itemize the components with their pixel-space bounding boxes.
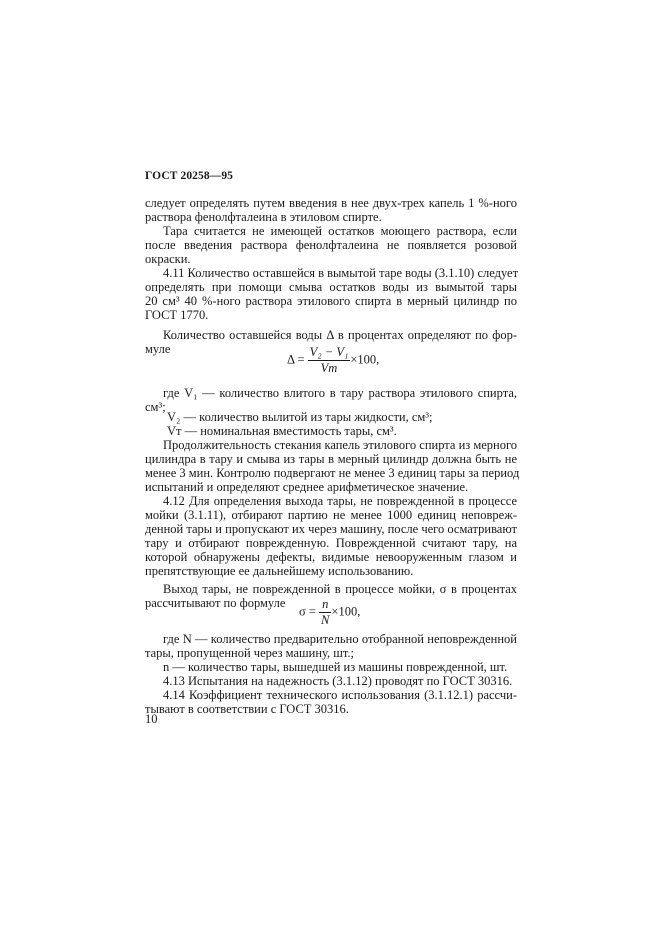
- formula-sigma: [299, 597, 360, 628]
- denominator: Vт: [308, 360, 351, 376]
- text-line: Количество оставшейся воды Δ в процентах определяют по фор-: [163, 328, 517, 342]
- text-line: муле: [145, 342, 171, 356]
- fraction: [308, 345, 351, 376]
- text-line: 20 см³ 40 %-ного раствора этилового спирта в мерный цилиндр по: [145, 294, 517, 308]
- text-line: мойки (3.1.11), отбирают партию не менее 1000 единиц неповреж-: [145, 508, 517, 522]
- text-line: Vт — номинальная вместимость тары, см³.: [167, 424, 397, 438]
- text-line: препятствующие ее дальнейшему использованию.: [145, 564, 414, 578]
- text-line: рассчитывают по формуле: [145, 596, 286, 610]
- text-line: 4.14 Коэффициент технического использования (3.1.12.1) рассчи-: [163, 688, 517, 702]
- page-number: 10: [145, 712, 158, 726]
- text-line: тару и отбирают поврежденную. Поврежденной считают тару, на: [145, 536, 517, 550]
- text-line: испытаний и определяют среднее арифметическое значение.: [145, 480, 469, 494]
- text-line: окраски.: [145, 252, 191, 266]
- text-line: см³;: [145, 400, 166, 414]
- text-line: менее 3 мин. Контролю подвергают не менее 3 единиц тары за период: [145, 466, 520, 480]
- text-line: Выход тары, не поврежденной в процессе мойки, σ в процентах: [163, 582, 517, 596]
- text-line: тары, пропущенной через машину, шт.;: [145, 646, 355, 660]
- fraction: [319, 597, 331, 628]
- text-line: денной тары и пропускают их через машину, после чего осматривают: [145, 522, 517, 536]
- formula-lhs: σ =: [299, 604, 316, 619]
- text-line: 4.12 Для определения выхода тары, не поврежденной в процессе: [163, 494, 517, 508]
- numerator: n: [322, 597, 329, 611]
- text-line: 4.11 Количество оставшейся в вымытой таре воды (3.1.10) следует: [163, 266, 519, 280]
- text-line: цилиндра в тару и смыва из тары в мерный цилиндр должна быть не: [145, 452, 517, 466]
- text-line: следует определять путем введения в нее двух-трех капель 1 %-ного: [145, 196, 517, 210]
- formula-lhs: Δ =: [287, 352, 305, 367]
- numerator: V₂ − V₁: [309, 345, 349, 359]
- text-line: 4.13 Испытания на надежность (3.1.12) проводят по ГОСТ 30316.: [163, 674, 513, 688]
- text-line: где N — количество предварительно отобранной неповрежденной: [163, 632, 517, 646]
- text-line: V₂ — количество вылитой из тары жидкости, см³;: [167, 410, 433, 424]
- text-line: ГОСТ 1770.: [145, 308, 209, 322]
- text-line: которой обнаружены дефекты, видимые невооруженным глазом и: [145, 550, 517, 564]
- text-line: Продолжительность стекания капель этилового спирта из мерного: [163, 438, 518, 452]
- document-header: ГОСТ 20258—95: [145, 170, 234, 182]
- formula-rhs: ×100,: [350, 352, 380, 367]
- text-line: n — количество тары, вышедшей из машины поврежденной, шт.: [163, 660, 508, 674]
- denominator: N: [321, 613, 330, 627]
- formula-delta: [287, 345, 379, 376]
- text-line: тывают в соответствии с ГОСТ 30316.: [145, 702, 349, 716]
- text-line: определять при помощи смыва остатков воды из вымытой тары: [145, 280, 517, 294]
- text-line: после введения раствора фенолфталеина не появляется розовой: [145, 238, 517, 252]
- text-line: Тара считается не имеющей остатков моющего раствора, если: [163, 224, 517, 238]
- text-line: раствора фенолфталеина в этиловом спирте.: [145, 210, 382, 224]
- text-line: где V₁ — количество влитого в тару раствора этилового спирта,: [163, 386, 517, 400]
- formula-rhs: ×100,: [331, 604, 361, 619]
